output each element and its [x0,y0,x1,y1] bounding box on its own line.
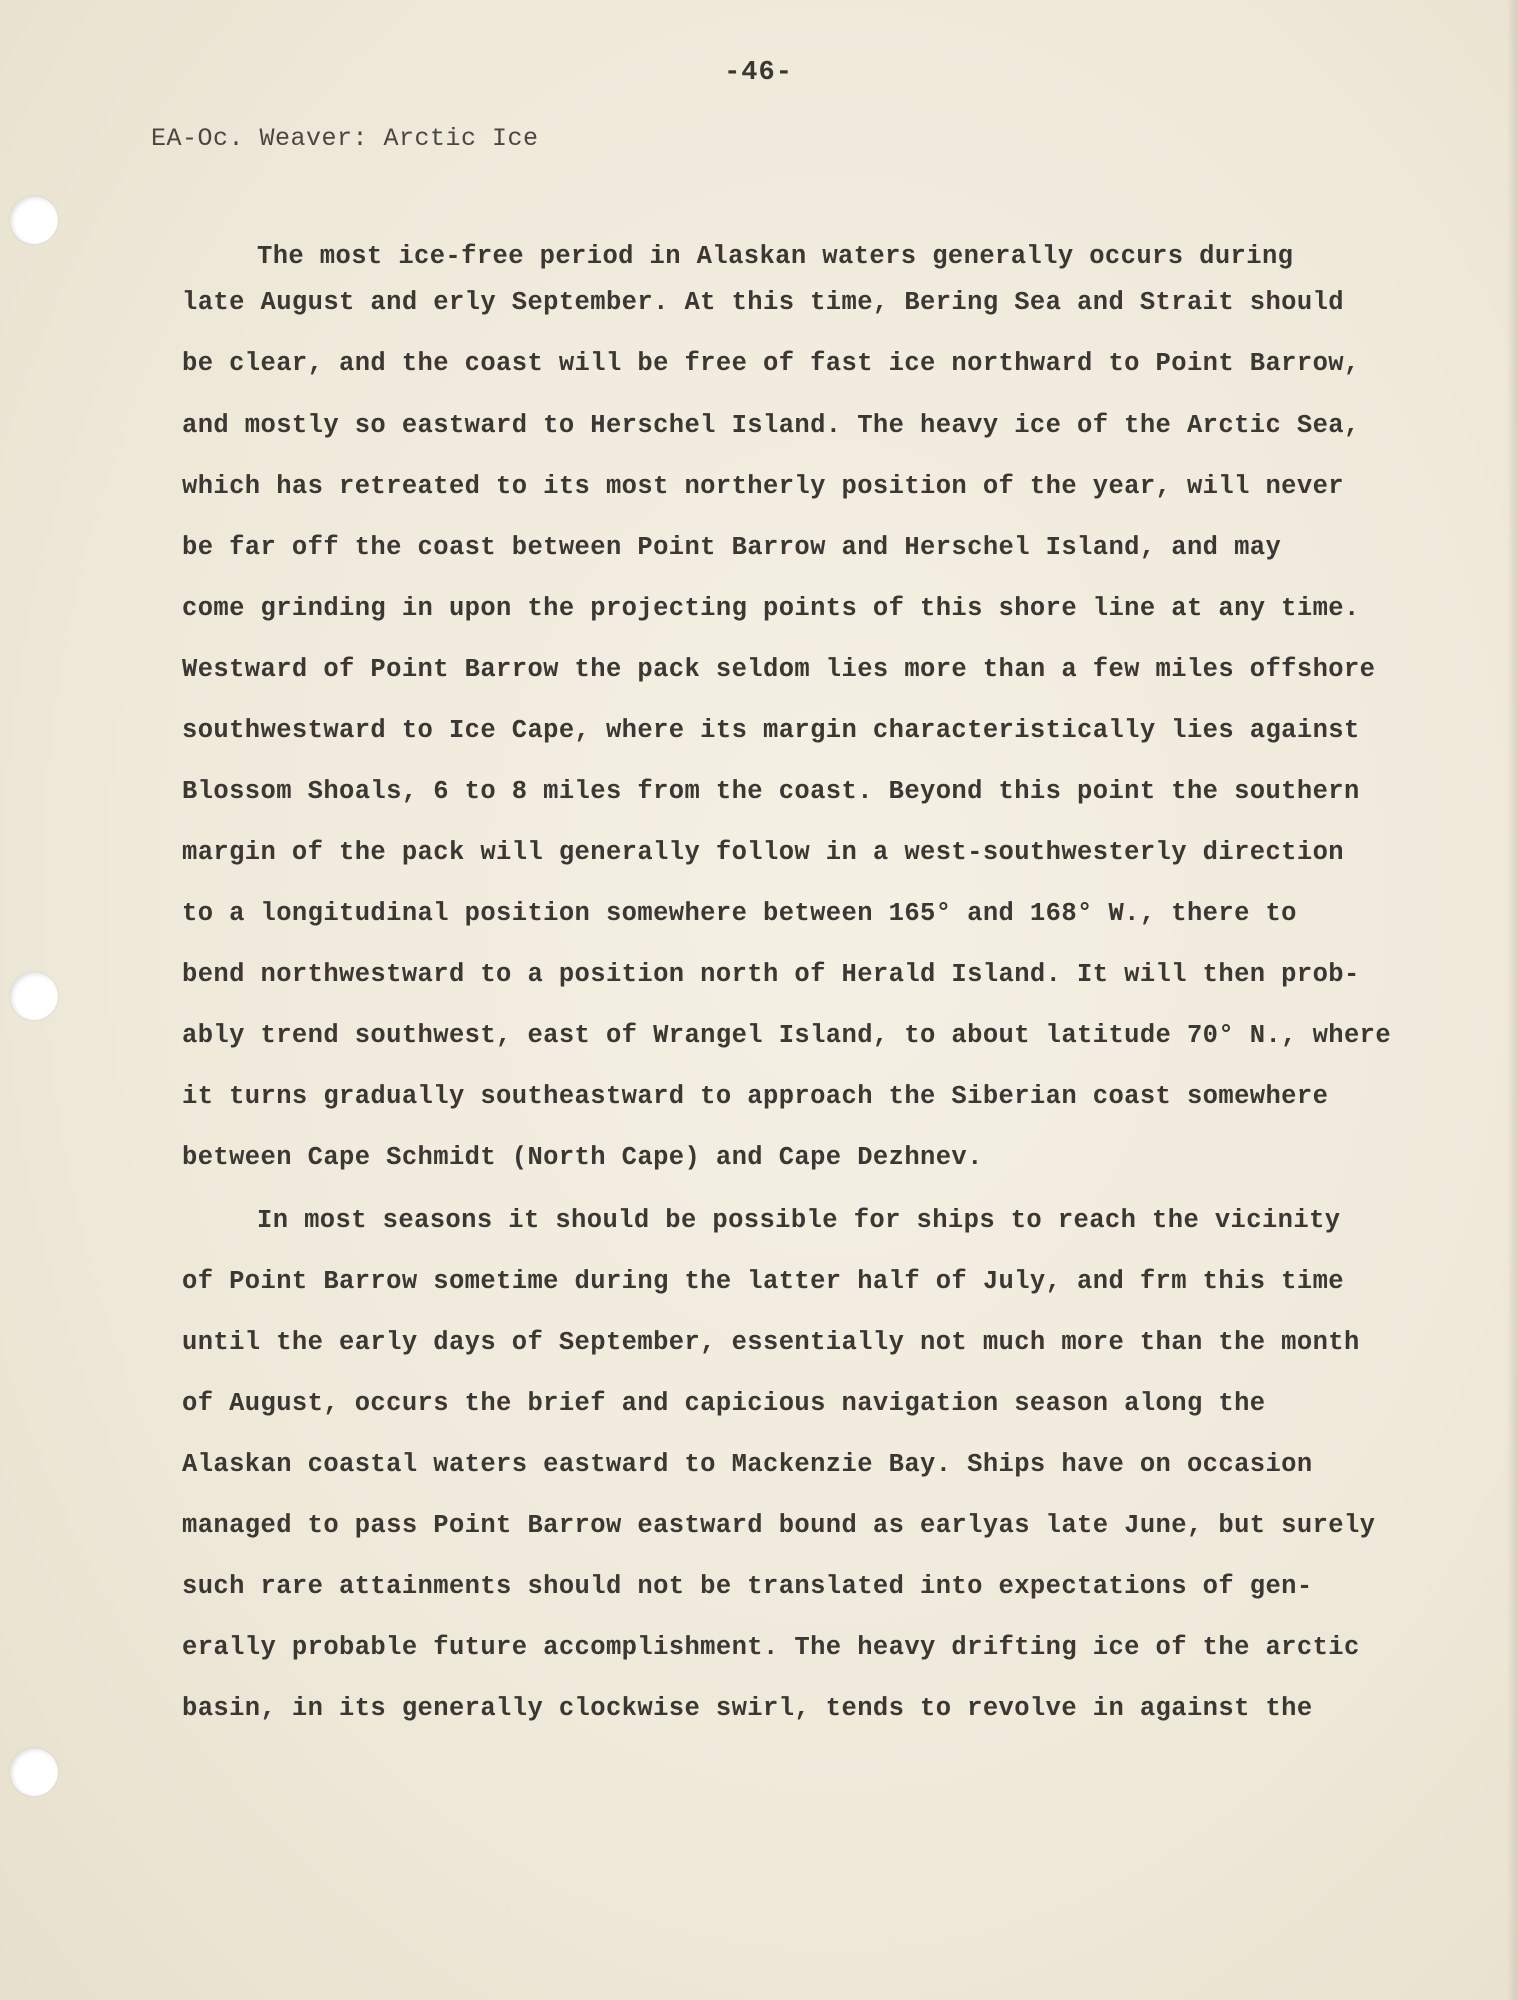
punch-hole-middle [10,972,58,1020]
text-line: The most ice-free period in Alaskan waters generally occurs during [257,242,1294,271]
text-line: Westward of Point Barrow the pack seldom lies more than a few miles offshore [182,655,1376,684]
page-number: -46- [724,58,793,88]
text-line: managed to pass Point Barrow eastward bound as earlyas late June, but surely [182,1511,1376,1540]
text-line: come grinding in upon the projecting points of this shore line at any time. [182,594,1360,623]
text-line: Alaskan coastal waters eastward to Mackenzie Bay. Ships have on occasion [182,1450,1313,1479]
text-line: and mostly so eastward to Herschel Island. The heavy ice of the Arctic Sea, [182,411,1360,440]
punch-hole-bottom [10,1748,58,1796]
text-line: to a longitudinal position somewhere between 165° and 168° W., there to [182,899,1297,928]
running-head: EA-Oc. Weaver: Arctic Ice [151,124,539,153]
text-line: which has retreated to its most northerly position of the year, will never [182,472,1344,501]
text-line: be far off the coast between Point Barrow and Herschel Island, and may [182,533,1282,562]
text-line: be clear, and the coast will be free of fast ice northward to Point Barrow, [182,349,1360,378]
text-line: erally probable future accomplishment. The heavy drifting ice of the arctic [182,1633,1360,1662]
text-line: such rare attainments should not be translated into expectations of gen- [182,1572,1313,1601]
text-line: southwestward to Ice Cape, where its margin characteristically lies against [182,716,1360,745]
text-line: between Cape Schmidt (North Cape) and Cape Dezhnev. [182,1143,983,1172]
page-edge-shadow [1507,0,1517,2000]
text-line: Blossom Shoals, 6 to 8 miles from the coast. Beyond this point the southern [182,777,1360,806]
text-line: In most seasons it should be possible for ships to reach the vicinity [257,1206,1341,1235]
text-line: late August and erly September. At this time, Bering Sea and Strait should [182,288,1344,317]
text-line: margin of the pack will generally follow in a west-southwesterly direction [182,838,1344,867]
punch-hole-top [10,196,58,244]
text-line: of Point Barrow sometime during the latter half of July, and frm this time [182,1267,1344,1296]
text-line: until the early days of September, essentially not much more than the month [182,1328,1360,1357]
text-line: basin, in its generally clockwise swirl, tends to revolve in against the [182,1694,1313,1723]
text-line: it turns gradually southeastward to approach the Siberian coast somewhere [182,1082,1329,1111]
text-line: bend northwestward to a position north of Herald Island. It will then prob- [182,960,1360,989]
text-line: of August, occurs the brief and capicious navigation season along the [182,1389,1266,1418]
text-line: ably trend southwest, east of Wrangel Island, to about latitude 70° N., where [182,1021,1392,1050]
